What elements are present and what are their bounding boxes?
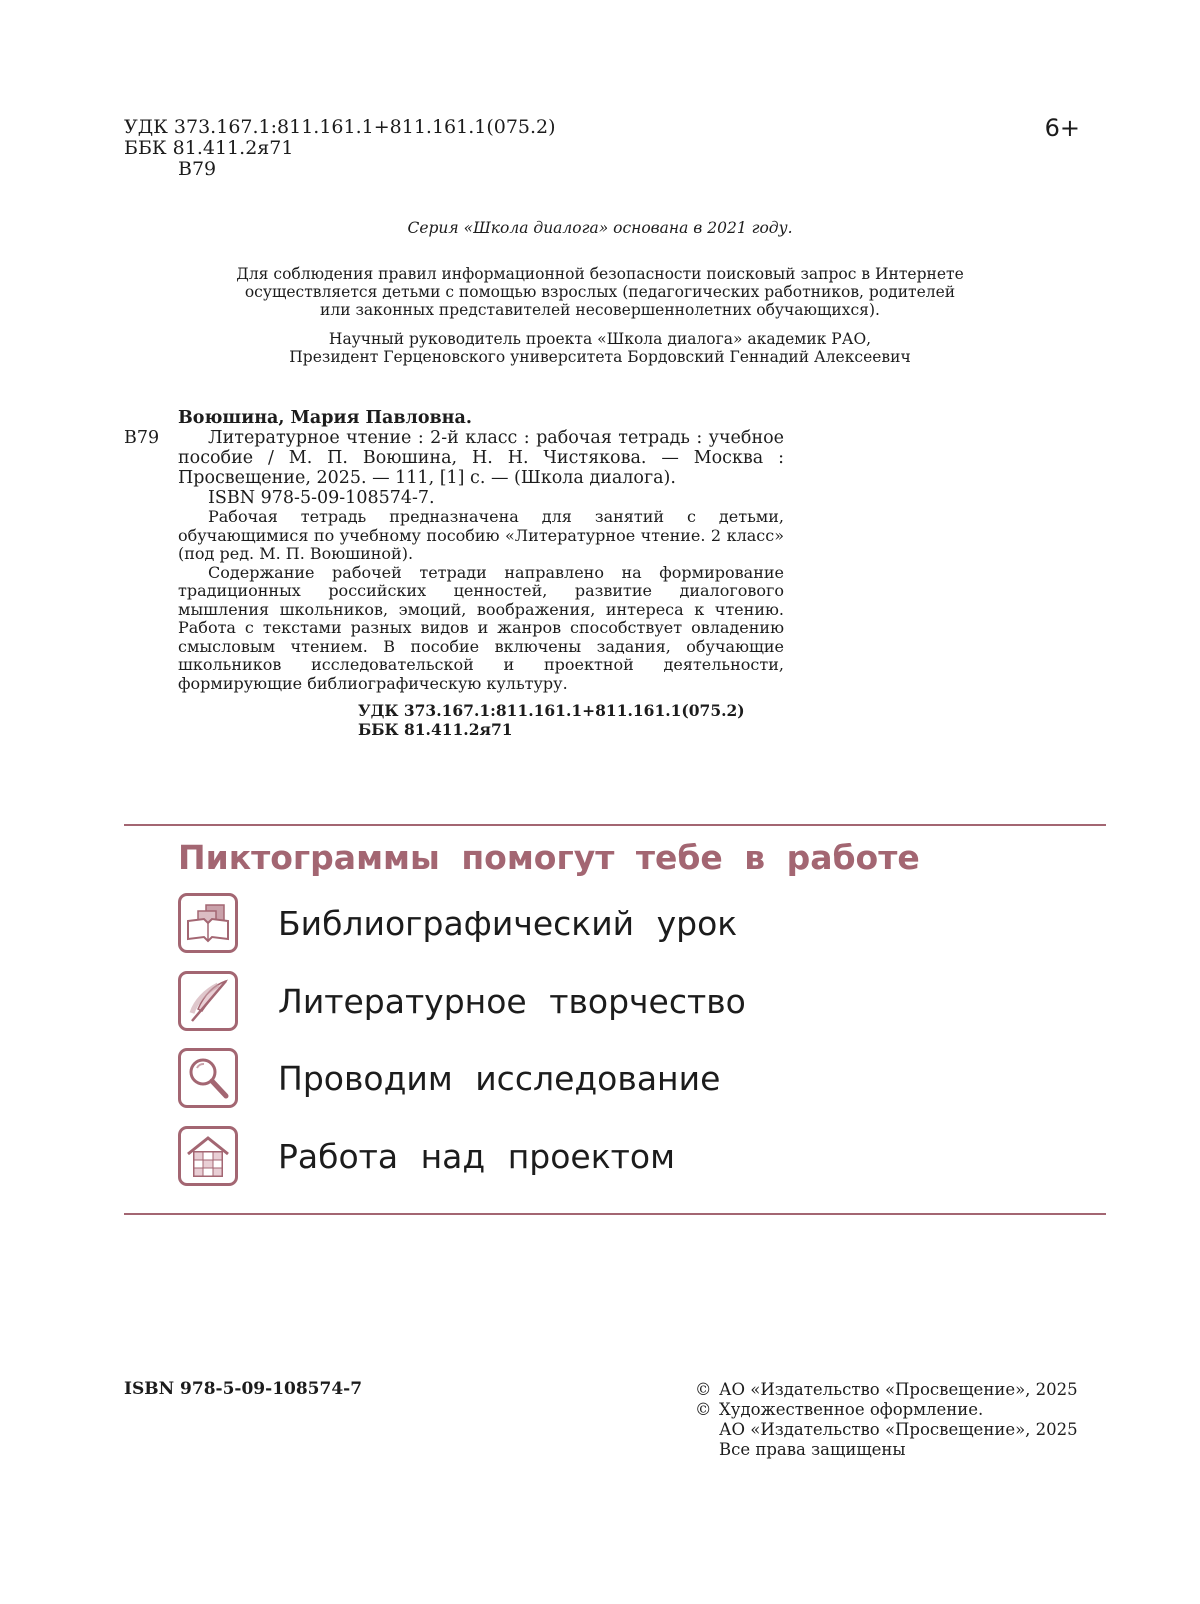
legend-top-rule xyxy=(124,824,1106,826)
legend-item-label: Литературное творчество xyxy=(278,981,746,1021)
record-index xyxy=(358,701,784,739)
record-udk: УДК 373.167.1:811.161.1+811.161.1(075.2) xyxy=(358,701,745,720)
copyright-text: АО «Издательство «Просвещение», 2025 xyxy=(719,1380,1078,1399)
legend-title: Пиктограммы помогут тебе в работе xyxy=(178,838,920,877)
safety-notice-line: осуществляется детьми с помощью взрослых (педагогических работников, родителей xyxy=(244,283,956,301)
record-code: В79 xyxy=(124,428,160,448)
copyright-line xyxy=(695,1380,1078,1400)
author-mark: В79 xyxy=(178,158,217,180)
safety-notice xyxy=(0,265,1200,319)
record-isbn: ISBN 978-5-09-108574-7. xyxy=(208,488,435,508)
copyright-line xyxy=(695,1400,1078,1420)
classification-block xyxy=(124,117,556,180)
record-title: Литературное чтение : 2-й класс : рабочая тетрадь : учебное пособие / М. П. Воюшина, Н. Н. Чистякова. — Москва : Просвещение, 2025. — 111, [1] с. — (Школа диалога). xyxy=(178,428,784,488)
record-title-row xyxy=(124,428,784,488)
magnifier-icon xyxy=(178,1048,238,1108)
legend-item xyxy=(178,891,737,955)
quill-icon xyxy=(178,971,238,1031)
legend-item-label: Библиографический урок xyxy=(278,903,738,943)
age-rating: 6+ xyxy=(1044,114,1080,142)
legend-item-label: Работа над проектом xyxy=(278,1136,675,1176)
copyright-symbol: © xyxy=(695,1400,712,1419)
legend-item xyxy=(178,1046,720,1110)
legend-item xyxy=(178,969,746,1033)
udk-code: УДК 373.167.1:811.161.1+811.161.1(075.2) xyxy=(124,116,556,138)
copyright-block xyxy=(695,1380,1078,1460)
supervisor-note xyxy=(0,330,1200,366)
bibliographic-record xyxy=(124,408,784,739)
copyright-text: Художественное оформление. xyxy=(719,1400,984,1419)
copyright-line: АО «Издательство «Просвещение», 2025 xyxy=(719,1420,1078,1439)
record-annotation xyxy=(178,508,784,693)
annotation-paragraph: Рабочая тетрадь предназначена для занятий с детьми, обучающимися по учебному пособию «Литературное чтение. 2 класс» (под ред. М. П. Воюшиной). xyxy=(178,507,784,563)
record-author: Воюшина, Мария Павловна. xyxy=(178,408,472,428)
books-icon xyxy=(178,893,238,953)
safety-notice-line: или законных представителей несовершеннолетних обучающихся). xyxy=(320,301,880,319)
rights-reserved: Все права защищены xyxy=(719,1440,906,1459)
legend-item-label: Проводим исследование xyxy=(278,1058,721,1098)
footer-isbn: ISBN 978-5-09-108574-7 xyxy=(124,1379,363,1399)
supervisor-line: Президент Герценовского университета Бордовский Геннадий Алексеевич xyxy=(289,348,911,366)
house-icon xyxy=(178,1126,238,1186)
record-bbk: ББК 81.411.2я71 xyxy=(358,720,513,739)
series-note: Серия «Школа диалога» основана в 2021 году. xyxy=(407,219,793,237)
legend-bottom-rule xyxy=(124,1213,1106,1215)
supervisor-line: Научный руководитель проекта «Школа диалога» академик РАО, xyxy=(328,330,872,348)
safety-notice-line: Для соблюдения правил информационной безопасности поисковый запрос в Интернете xyxy=(236,265,964,283)
copyright-symbol: © xyxy=(695,1380,712,1399)
legend-item xyxy=(178,1124,675,1188)
annotation-paragraph: Содержание рабочей тетради направлено на формирование традиционных российских ценностей, развитие диалогового мышления школьников, эмоций, воображения, интереса к чтению. Работа с текстами разных видов и жанров способствует овладению смысловым чтением. В пособие включены задания, обучающие школьников исследовательской и проектной деятельности, формирующие библиографическую культуру. xyxy=(178,562,784,693)
bbk-code: ББК 81.411.2я71 xyxy=(124,137,294,159)
